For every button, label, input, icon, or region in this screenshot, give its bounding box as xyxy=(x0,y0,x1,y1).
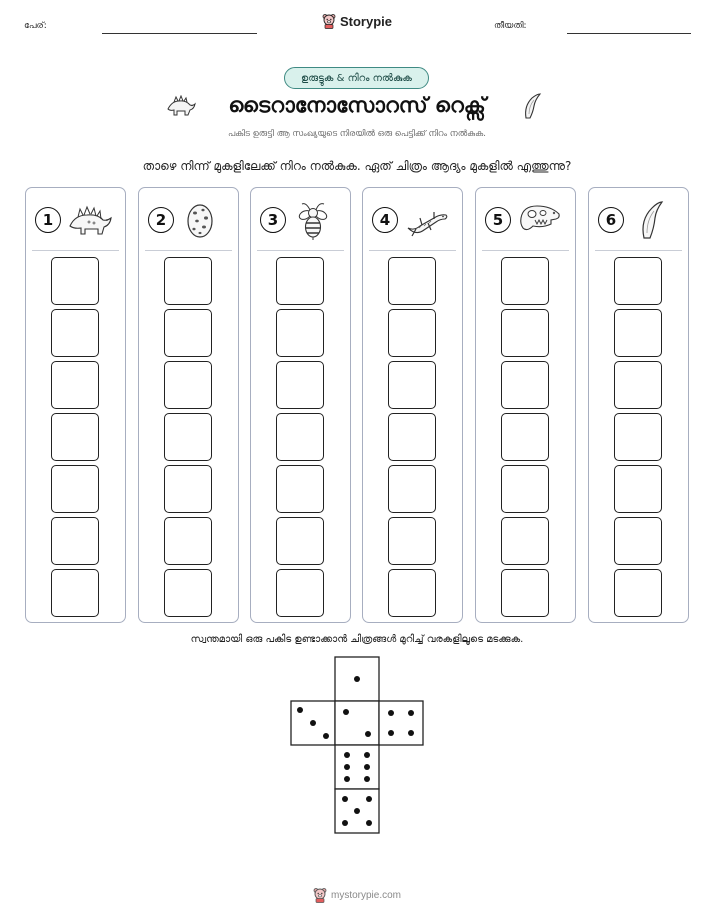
logo-text: Storypie xyxy=(339,13,392,29)
bear-logo-icon xyxy=(322,13,336,29)
color-box[interactable] xyxy=(501,413,549,461)
color-box[interactable] xyxy=(51,309,99,357)
dice-pip xyxy=(342,820,348,826)
color-box[interactable] xyxy=(51,569,99,617)
page-subtitle: പകിട ഉരുട്ടി ആ സംഖ്യയുടെ നിരയിൽ ഒരു പെട്ടിക്ക് നിറം നൽകുക. xyxy=(228,129,486,139)
color-box[interactable] xyxy=(501,257,549,305)
color-box[interactable] xyxy=(501,361,549,409)
dice-pip xyxy=(343,709,349,715)
column-divider xyxy=(257,250,344,251)
dino-egg-icon xyxy=(180,198,226,242)
bear-logo-icon xyxy=(313,887,327,903)
column-divider xyxy=(595,250,682,251)
dice-pip xyxy=(364,752,370,758)
footer-url[interactable]: mystorypie.com xyxy=(330,889,401,901)
color-box[interactable] xyxy=(276,517,324,565)
dice-pip xyxy=(354,676,360,682)
color-box[interactable] xyxy=(51,465,99,513)
color-box[interactable] xyxy=(501,569,549,617)
cut-instruction: സ്വന്തമായി ഒരു പകിട ഉണ്ടാക്കാൻ ചിത്രങ്ങൾ മുറിച്ച് വരകളിലൂടെ മടക്കുക. xyxy=(190,634,524,645)
color-box[interactable] xyxy=(276,413,324,461)
color-box[interactable] xyxy=(164,569,212,617)
name-label: പേര്: xyxy=(24,21,47,31)
column-divider xyxy=(369,250,456,251)
color-box[interactable] xyxy=(614,361,662,409)
color-box[interactable] xyxy=(276,569,324,617)
column-5 xyxy=(475,187,576,623)
column-4 xyxy=(362,187,463,623)
color-box[interactable] xyxy=(51,361,99,409)
dino-skull-icon xyxy=(517,198,563,242)
dice-pip xyxy=(388,710,394,716)
dice-pip xyxy=(342,796,348,802)
instruction: താഴെ നിന്ന് മുകളിലേക്ക് നിറം നൽകുക. ഏത് ചിത്രം ആദ്യം മുകളിൽ എത്തുന്നു? xyxy=(142,159,572,173)
dice-pip xyxy=(364,776,370,782)
color-box[interactable] xyxy=(164,517,212,565)
column-divider xyxy=(145,250,232,251)
dice-pip xyxy=(344,752,350,758)
color-box[interactable] xyxy=(388,465,436,513)
color-box[interactable] xyxy=(276,361,324,409)
color-box[interactable] xyxy=(614,413,662,461)
dice-pip xyxy=(365,731,371,737)
date-label: തീയതി: xyxy=(494,21,527,31)
dice-pip xyxy=(310,720,316,726)
column-6 xyxy=(588,187,689,623)
color-box[interactable] xyxy=(614,257,662,305)
column-divider xyxy=(32,250,119,251)
logo xyxy=(0,13,714,29)
dice-pip xyxy=(408,730,414,736)
color-box[interactable] xyxy=(388,361,436,409)
dice-face-4 xyxy=(379,701,423,745)
color-box[interactable] xyxy=(388,309,436,357)
dice-pip xyxy=(364,764,370,770)
dice-pip xyxy=(344,776,350,782)
dice-pip xyxy=(366,820,372,826)
column-3 xyxy=(250,187,351,623)
column-number: 1 xyxy=(35,207,61,233)
color-box[interactable] xyxy=(276,257,324,305)
color-box[interactable] xyxy=(501,465,549,513)
name-line[interactable] xyxy=(102,33,257,34)
dice-pip xyxy=(388,730,394,736)
dice-net[interactable] xyxy=(290,656,424,834)
title-claw-icon xyxy=(520,92,544,120)
column-number: 2 xyxy=(148,207,174,233)
color-box[interactable] xyxy=(276,309,324,357)
dice-pip xyxy=(344,764,350,770)
footer xyxy=(0,887,714,903)
color-box[interactable] xyxy=(388,569,436,617)
dice-face-6 xyxy=(335,745,379,789)
color-box[interactable] xyxy=(614,309,662,357)
color-box[interactable] xyxy=(51,257,99,305)
color-box[interactable] xyxy=(388,517,436,565)
stegosaurus-icon xyxy=(67,198,113,242)
column-divider xyxy=(482,250,569,251)
color-box[interactable] xyxy=(164,465,212,513)
dice-pip xyxy=(297,707,303,713)
dice-pip xyxy=(366,796,372,802)
dice-pip xyxy=(408,710,414,716)
color-box[interactable] xyxy=(614,465,662,513)
column-number: 5 xyxy=(485,207,511,233)
color-box[interactable] xyxy=(501,517,549,565)
color-box[interactable] xyxy=(614,517,662,565)
color-box[interactable] xyxy=(164,361,212,409)
date-line[interactable] xyxy=(567,33,691,34)
bee-icon xyxy=(292,198,338,242)
lizard-icon xyxy=(404,198,450,242)
color-box[interactable] xyxy=(164,309,212,357)
activity-badge: ഉരുട്ടുക & നിറം നൽകുക xyxy=(284,67,429,89)
column-number: 6 xyxy=(598,207,624,233)
color-box[interactable] xyxy=(388,257,436,305)
color-box[interactable] xyxy=(164,413,212,461)
color-box[interactable] xyxy=(51,413,99,461)
color-box[interactable] xyxy=(614,569,662,617)
page-title: ടൈറാനോസോറസ് റെക്സ് xyxy=(228,93,486,117)
dice-face-2 xyxy=(335,701,379,745)
column-number: 3 xyxy=(260,207,286,233)
color-box[interactable] xyxy=(51,517,99,565)
color-box[interactable] xyxy=(388,413,436,461)
color-box[interactable] xyxy=(164,257,212,305)
column-number: 4 xyxy=(372,207,398,233)
dice-pip xyxy=(354,808,360,814)
color-box[interactable] xyxy=(501,309,549,357)
column-2 xyxy=(138,187,239,623)
column-1 xyxy=(25,187,126,623)
claw-icon xyxy=(630,198,676,242)
color-box[interactable] xyxy=(276,465,324,513)
dice-pip xyxy=(323,733,329,739)
